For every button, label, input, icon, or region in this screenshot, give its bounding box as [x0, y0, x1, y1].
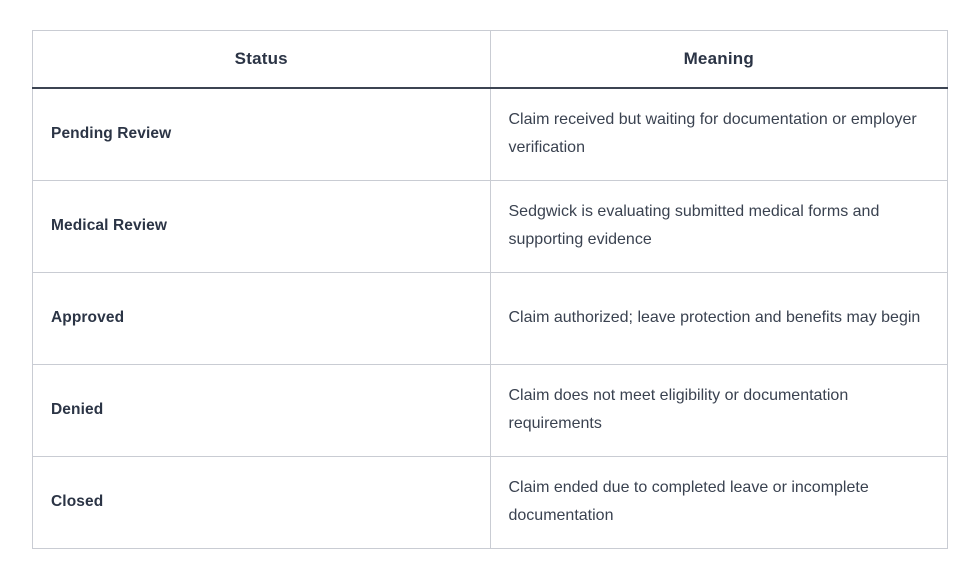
table-row: [33, 180, 948, 272]
status-label: Medical Review: [33, 180, 491, 272]
column-header-meaning: Meaning: [490, 31, 948, 89]
meaning-value: Claim authorized; leave protection and benefits may begin: [508, 309, 921, 326]
status-meaning-table: [32, 30, 948, 549]
meaning-text: [490, 180, 948, 272]
table-header-row: [33, 31, 948, 89]
meaning-value: Claim does not meet eligibility or documentation requirements: [508, 387, 849, 432]
status-label: Pending Review: [33, 88, 491, 180]
table-header: [33, 31, 948, 89]
table-row: [33, 88, 948, 180]
meaning-value: Sedgwick is evaluating submitted medical forms and supporting evidence: [508, 203, 880, 248]
table-row: [33, 456, 948, 548]
meaning-text: [490, 88, 948, 180]
table-body: [33, 88, 948, 548]
meaning-text: [490, 364, 948, 456]
table-row: [33, 272, 948, 364]
table-row: [33, 364, 948, 456]
column-header-status: Status: [33, 31, 491, 89]
status-label: Approved: [33, 272, 491, 364]
status-label: Denied: [33, 364, 491, 456]
status-table-container: [32, 30, 948, 549]
status-label: Closed: [33, 456, 491, 548]
meaning-value: Claim ended due to completed leave or incomplete documentation: [508, 479, 869, 524]
meaning-text: [490, 456, 948, 548]
meaning-value: Claim received but waiting for documentation or employer verification: [508, 111, 917, 157]
meaning-text: [490, 272, 948, 364]
